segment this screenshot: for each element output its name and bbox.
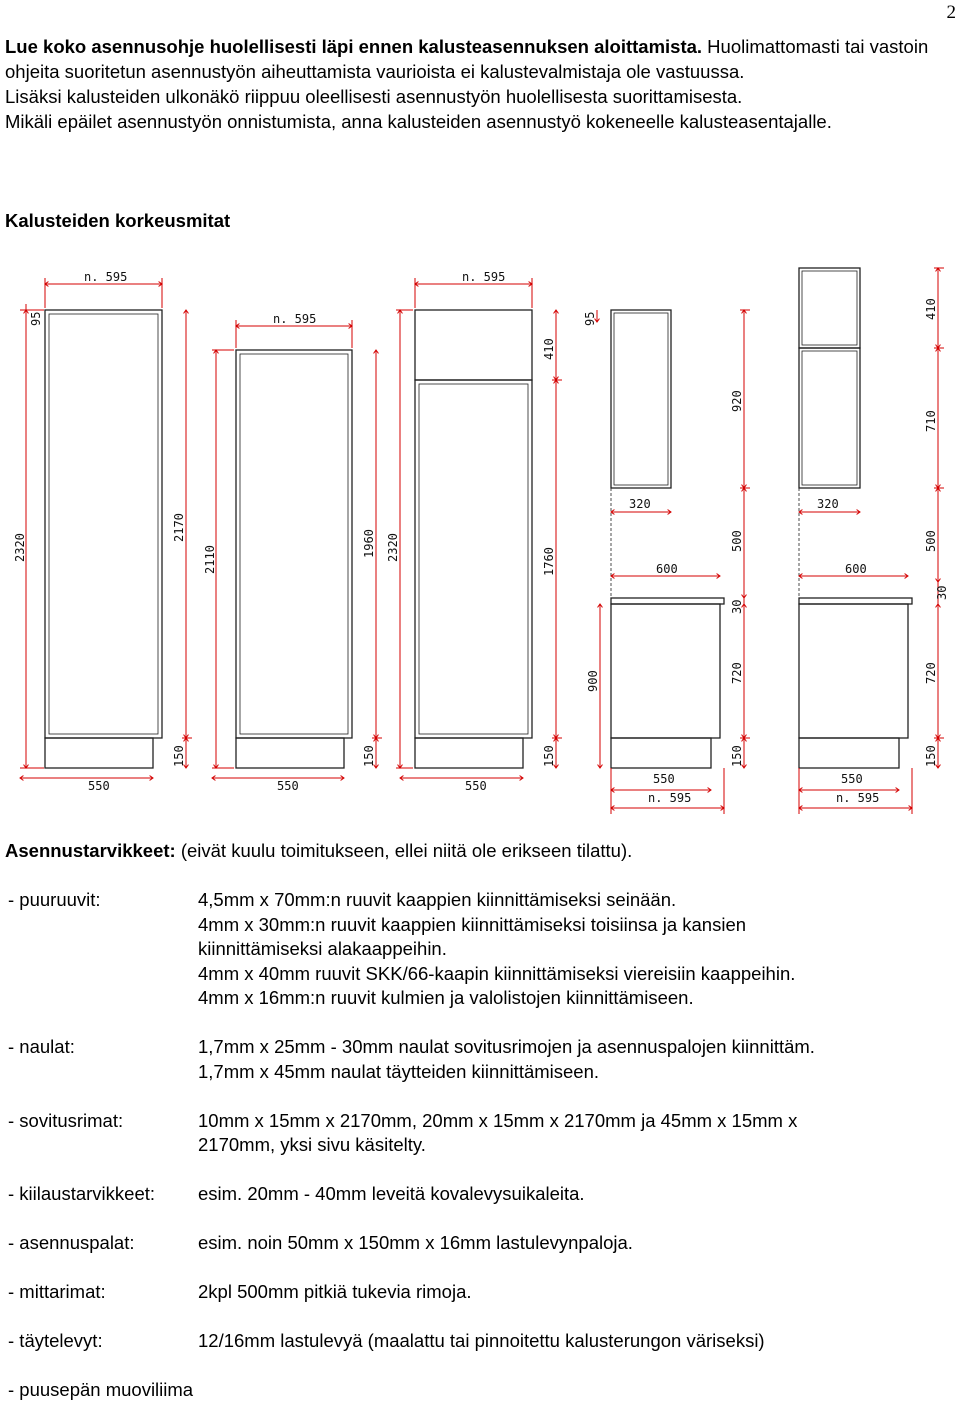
item-label: - mittarimat: [8, 1281, 106, 1302]
cab4-gap-label: 500 [730, 530, 744, 552]
cab4-top-label: 95 [583, 311, 597, 326]
cabinet-1-dimensions [20, 278, 192, 778]
cab3-body-label: 1760 [542, 547, 556, 576]
cab4-wall-depth-label: 320 [629, 497, 651, 511]
item-values [198, 1378, 938, 1403]
item-values [198, 1329, 938, 1354]
accessories-title-rest: (eivät kuulu toimitukseen, ellei niitä ole erikseen tilattu). [175, 840, 633, 861]
item-line: 10mm x 15mm x 2170mm, 20mm x 15mm x 2170mm ja 45mm x 15mm x [198, 1109, 798, 1131]
cab5-upper-label: 410 [924, 298, 938, 320]
item-label: - puusepän muoviliima [8, 1379, 194, 1400]
item-line: 12/16mm lastulevyä (maalattu tai pinnoitettu kalusterungon väriseksi) [198, 1330, 765, 1351]
cab1-width-label: n. 595 [84, 270, 128, 284]
intro-line1-rest: Huolimattomasti tai vastoin ohjeita suoritetun asennustyön aiheuttamista vaurioista ei kalustevalmistaja ole vastuussa. [5, 36, 929, 82]
cab3-height-label: 2320 [386, 533, 400, 562]
cab1-body-label: 2170 [172, 513, 186, 542]
list-item-sovitusrimat [8, 1109, 938, 1158]
cab1-top-label: 95 [29, 311, 43, 326]
intro-line-3: Mikäli epäilet asennustyön onnistumista, anna kalusteiden asennustyö kokeneelle kalusteasentajalle. [5, 111, 832, 132]
cab4-top-thickness-label: 30 [730, 599, 744, 614]
item-label: - puuruuvit: [8, 889, 101, 910]
cab5-plinth-label: 150 [924, 745, 938, 767]
intro-bold-lead: Lue koko asennusohje huolellisesti läpi ennen kalusteasennuksen aloittamista. [5, 36, 703, 57]
item-label: - kiilaustarvikkeet: [8, 1183, 156, 1204]
cab4-depth-label: 550 [653, 772, 675, 786]
item-line: 4mm x 30mm:n ruuvit kaappien kiinnittämiseksi toisiinsa ja kansien [198, 913, 747, 935]
cab5-width-label: n. 595 [836, 791, 880, 805]
cab3-top-label: 410 [542, 338, 556, 360]
cab5-body-label: 720 [924, 662, 938, 684]
cab5-gap-label: 500 [924, 530, 938, 552]
item-line: 4mm x 40mm ruuvit SKK/66-kaapin kiinnittämiseksi viereisiin kaappeihin. [198, 962, 796, 984]
intro-text [5, 34, 940, 134]
cab4-body-label: 720 [730, 662, 744, 684]
item-values [198, 1182, 938, 1207]
item-line: kiinnittämiseksi alakaappeihin. [198, 938, 447, 959]
list-item-muoviliima [8, 1378, 938, 1403]
item-line: 2kpl 500mm pitkiä tukevia rimoja. [198, 1281, 472, 1302]
item-label: - täytelevyt: [8, 1330, 103, 1351]
cabinet-5-wall-and-base [799, 268, 912, 768]
intro-line-2: Lisäksi kalusteiden ulkonäkö riippuu oleellisesti asennustyön huolellisesta suorittamisesta. [5, 86, 743, 107]
cabinet-2-dimensions [212, 320, 382, 778]
cabinet-3-dimensions [396, 278, 562, 778]
cabinet-3-tall-with-top [415, 310, 532, 768]
cab4-width-label: n. 595 [648, 791, 692, 805]
cabinet-1-tall [45, 310, 162, 768]
accessories-list [8, 888, 938, 1427]
cab1-height-label: 2320 [13, 533, 27, 562]
item-values [198, 1035, 938, 1084]
cab1-depth-label: 550 [88, 779, 110, 793]
item-line: esim. 20mm - 40mm leveitä kovalevysuikaleita. [198, 1183, 585, 1204]
section-title: Kalusteiden korkeusmitat [5, 210, 231, 231]
list-item-mittarimat [8, 1280, 938, 1305]
cab5-lower-label: 710 [924, 410, 938, 432]
list-item-kiilaustarvikkeet [8, 1182, 938, 1207]
accessories-title [5, 840, 632, 862]
cabinet-4-wall-and-base [611, 310, 724, 768]
cab5-base-width-label: 600 [845, 562, 867, 576]
cab4-wall-height-label: 920 [730, 390, 744, 412]
cab5-depth-label: 550 [841, 772, 863, 786]
cab3-plinth-label: 150 [542, 745, 556, 767]
item-values [198, 1280, 938, 1305]
list-item-naulat [8, 1035, 938, 1084]
item-label: - asennuspalat: [8, 1232, 135, 1253]
accessories-title-bold: Asennustarvikkeet: [5, 840, 176, 861]
item-line: 4,5mm x 70mm:n ruuvit kaappien kiinnittämiseksi seinään. [198, 889, 677, 910]
cabinet-2-tall [236, 350, 352, 768]
item-values [198, 1109, 938, 1158]
cab2-width-label: n. 595 [273, 312, 317, 326]
item-line: 4mm x 16mm:n ruuvit kulmien ja valolistojen kiinnittämiseen. [198, 987, 694, 1008]
item-line: 2170mm, yksi sivu käsitelty. [198, 1134, 426, 1155]
item-line: esim. noin 50mm x 150mm x 16mm lastulevynpaloja. [198, 1232, 633, 1253]
item-values [198, 1231, 938, 1256]
cabinet-height-drawing [0, 262, 960, 817]
item-line: 1,7mm x 45mm naulat täytteiden kiinnittämiseen. [198, 1060, 600, 1082]
cabinet-5-dimensions [799, 268, 944, 814]
cab2-body-label: 1960 [362, 529, 376, 558]
cab3-width-label: n. 595 [462, 270, 506, 284]
cab4-base-width-label: 600 [656, 562, 678, 576]
intro-paragraph-1 [5, 34, 940, 84]
cab2-depth-label: 550 [277, 779, 299, 793]
cab5-top-thickness-label: 30 [935, 585, 949, 600]
item-label: - naulat: [8, 1036, 75, 1057]
list-item-asennuspalat [8, 1231, 938, 1256]
cab2-height-label: 2110 [203, 545, 217, 574]
page-number: 2 [946, 2, 956, 23]
item-values [198, 888, 938, 1011]
item-label: - sovitusrimat: [8, 1109, 124, 1131]
list-item-puuruuvit [8, 888, 938, 1011]
cab2-plinth-label: 150 [362, 745, 376, 767]
item-line: 1,7mm x 25mm - 30mm naulat sovitusrimojen ja asennuspalojen kiinnittäm. [198, 1036, 815, 1057]
cab4-plinth-label: 150 [730, 745, 744, 767]
cab3-depth-label: 550 [465, 779, 487, 793]
cab5-wall-depth-label: 320 [817, 497, 839, 511]
cab4-base-height-label: 900 [586, 670, 600, 692]
cab1-plinth-label: 150 [172, 745, 186, 767]
list-item-taytelevyt [8, 1329, 938, 1354]
